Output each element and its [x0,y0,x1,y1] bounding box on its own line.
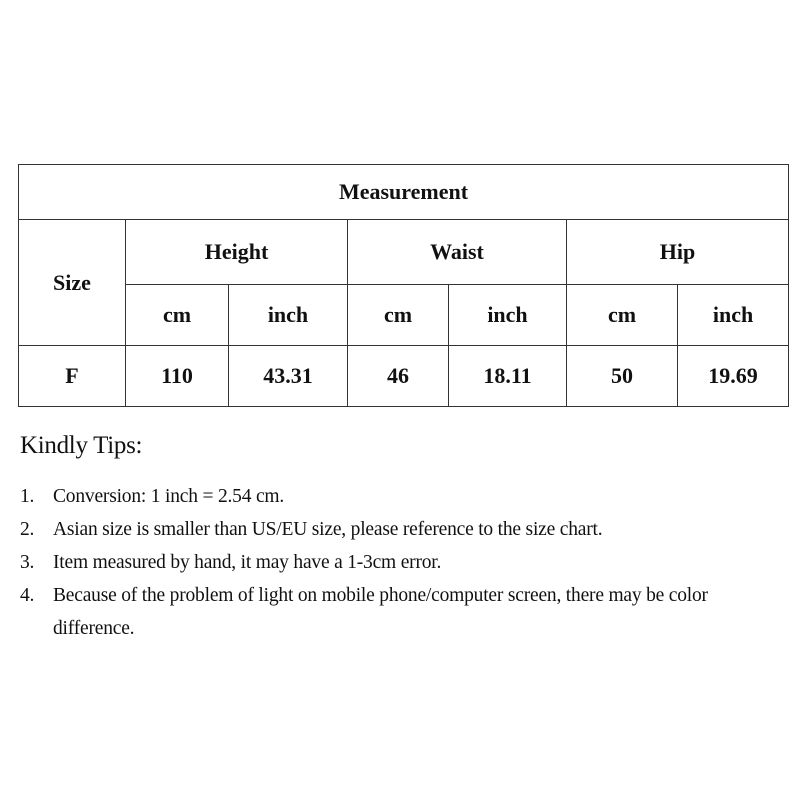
table-title-row [19,165,789,220]
table-unit-header-row [19,285,789,346]
tip-text: Because of the problem of light on mobile phone/computer screen, there may be color difference. [53,585,708,639]
hip-cm-cell: 50 [567,346,678,407]
tip-number: 1. [20,486,35,507]
hip-inch-cell: 19.69 [678,346,789,407]
tip-number: 4. [20,585,35,606]
size-column-header: Size [19,220,126,346]
hip-cm-header: cm [567,285,678,346]
tip-number: 3. [20,552,35,573]
list-item [20,579,790,645]
size-cell: F [19,346,126,407]
tip-number: 2. [20,519,35,540]
waist-cm-cell: 46 [348,346,449,407]
tips-heading: Kindly Tips: [20,432,143,459]
table-row [19,346,789,407]
height-cm-cell: 110 [126,346,229,407]
waist-inch-header: inch [449,285,567,346]
tip-text: Conversion: 1 inch = 2.54 cm. [53,486,285,507]
table-title: Measurement [19,165,789,220]
height-group-header: Height [126,220,348,285]
height-cm-header: cm [126,285,229,346]
table-group-header-row [19,220,789,285]
list-item [20,513,790,546]
waist-cm-header: cm [348,285,449,346]
size-chart-table [18,164,789,407]
waist-inch-cell: 18.11 [449,346,567,407]
height-inch-header: inch [229,285,348,346]
hip-group-header: Hip [567,220,789,285]
tips-list [20,480,790,645]
waist-group-header: Waist [348,220,567,285]
tip-text: Asian size is smaller than US/EU size, please reference to the size chart. [53,519,603,540]
hip-inch-header: inch [678,285,789,346]
list-item [20,480,790,513]
list-item [20,546,790,579]
height-inch-cell: 43.31 [229,346,348,407]
tip-text: Item measured by hand, it may have a 1-3cm error. [53,552,442,573]
